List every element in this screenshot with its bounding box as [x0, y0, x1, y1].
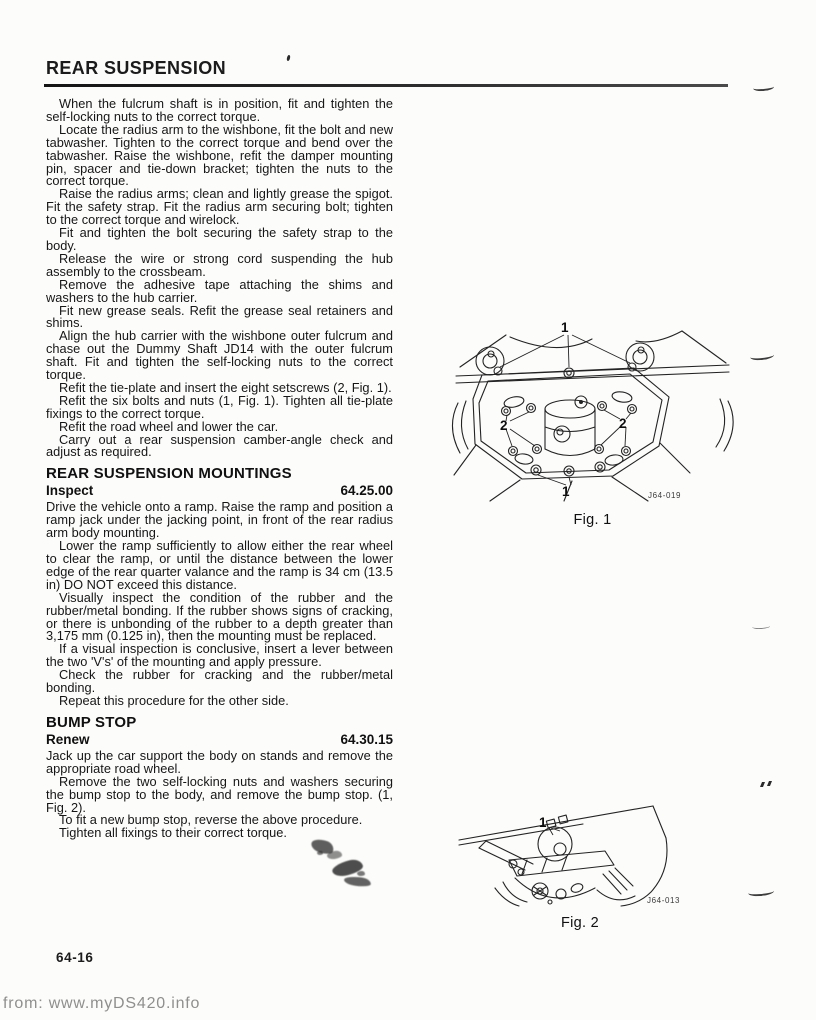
figure-2-drawing — [455, 798, 705, 910]
paragraph: Drive the vehicle onto a ramp. Raise the ramp and position a ramp jack under the jacking point, in front of the rear radius arm body mounting. — [46, 499, 393, 541]
paragraph: Jack up the car support the body on stands and remove the appropriate road wheel. — [46, 747, 393, 776]
figure-1-caption: Fig. 1 — [573, 512, 612, 528]
callout-1-bottom: 1 — [562, 484, 570, 499]
paragraph: Tighten all fixings to their correct torque. — [59, 825, 288, 841]
paragraph: Check the rubber for cracking and the rubber/metal bonding. — [46, 667, 393, 696]
figure-2-bump-stop — [455, 798, 705, 931]
callout-2-right: 2 — [619, 416, 627, 431]
operation-row — [46, 732, 393, 747]
paragraph: Remove the two self-locking nuts and washers securing the bump stop to the body, and remove the bump stop. (1, Fig. 2). — [46, 773, 393, 815]
title-rule — [44, 84, 728, 87]
pen-mark — [750, 351, 775, 361]
ink-smudge — [357, 871, 365, 876]
operation-row — [46, 483, 393, 498]
paragraph: Lower the ramp sufficiently to allow either the rear wheel to clear the ramp, or until the distance between the lower edge of the rear quarter valance and the ramp is 34 cm (13.5 in) DO NOT exceed this distance. — [46, 538, 393, 592]
figure-2-caption: Fig. 2 — [560, 915, 600, 931]
ink-smudge — [317, 851, 323, 855]
pen-mark — [753, 83, 775, 92]
page-number: 64-16 — [56, 950, 94, 965]
paragraph: Refit the road wheel and lower the car. — [59, 418, 279, 434]
paragraph: Repeat this procedure for the other side. — [59, 692, 289, 708]
operation-label: Inspect — [46, 483, 94, 499]
text-column — [46, 98, 393, 840]
figure-1-drawing — [450, 315, 735, 507]
paragraph: Release the wire or strong cord suspending the hub assembly to the crossbeam. — [46, 250, 393, 279]
figure-1-ref-code: J64-019 — [648, 491, 682, 500]
figure-2-ref-code: J64-013 — [647, 896, 681, 905]
paragraph: Remove the adhesive tape attaching the shims and washers to the hub carrier. — [46, 276, 393, 305]
paragraph: Align the hub carrier with the wishbone outer fulcrum and chase out the Dummy Shaft JD14 with the outer fulcrum shaft. Fit and tighten the self-locking nuts to the correct torque. — [46, 328, 393, 383]
callout-1-top: 1 — [561, 320, 569, 335]
tie-plate-illustration — [450, 315, 735, 507]
paragraph: Fit and tighten the bolt securing the safety strap to the body. — [46, 225, 393, 253]
operation-code: 64.25.00 — [340, 483, 393, 499]
paragraph: When the fulcrum shaft is in position, fit and tighten the self-locking nuts to the correct torque. — [46, 96, 393, 124]
pen-mark — [760, 782, 765, 787]
ink-smudge — [344, 875, 372, 887]
operation-code: 64.30.15 — [340, 731, 393, 747]
bump-stop-illustration — [455, 798, 705, 910]
page-title: REAR SUSPENSION — [46, 58, 227, 78]
pen-mark — [752, 624, 770, 630]
pen-mark — [767, 781, 772, 786]
paragraph: Visually inspect the condition of the rubber and the rubber/metal bonding. If the rubber shows signs of cracking, or there is unbonding of the rubber to a depth greater than 3,175 mm (0.125 in), then the mounting must be replaced. — [46, 589, 393, 644]
stray-ink-mark — [286, 55, 290, 62]
ink-smudge — [327, 850, 343, 860]
pen-mark — [748, 887, 775, 897]
callout-2-left: 2 — [500, 418, 508, 433]
operation-label: Renew — [46, 731, 90, 747]
watermark-text: from: www.myDS420.info — [3, 995, 201, 1012]
callout-1-bump-stop: 1 — [539, 815, 547, 830]
paragraph: Refit the six bolts and nuts (1, Fig. 1). Tighten all tie-plate fixings to the correct torque. — [46, 392, 393, 421]
paragraph: To fit a new bump stop, reverse the above procedure. — [59, 812, 363, 828]
paragraph: If a visual inspection is conclusive, insert a lever between the two 'V's' of the mounting and apply pressure. — [46, 641, 393, 670]
paragraph: Raise the radius arms; clean and lightly grease the spigot. Fit the safety strap. Fit the radius arm securing bolt; tighten to the correct torque and wirelock. — [46, 186, 393, 228]
paragraph: Locate the radius arm to the wishbone, fit the bolt and new tabwasher. Tighten to the correct torque and bend over the tabwasher. Raise the wishbone, refit the damper mounting pin, spacer and tie-down bracket; tighten the nuts to the correct torque. — [46, 121, 393, 189]
section-heading-bump-stop: BUMP STOP — [46, 713, 137, 731]
paragraph: Refit the tie-plate and insert the eight setscrews (2, Fig. 1). — [59, 379, 392, 395]
figure-1-tie-plate — [450, 315, 735, 528]
paragraph: Fit new grease seals. Refit the grease seal retainers and shims. — [46, 302, 393, 331]
section-heading-rear-suspension-mountings: REAR SUSPENSION MOUNTINGS — [46, 465, 292, 483]
paragraph: Carry out a rear suspension camber-angle check and adjust as required. — [46, 431, 393, 460]
